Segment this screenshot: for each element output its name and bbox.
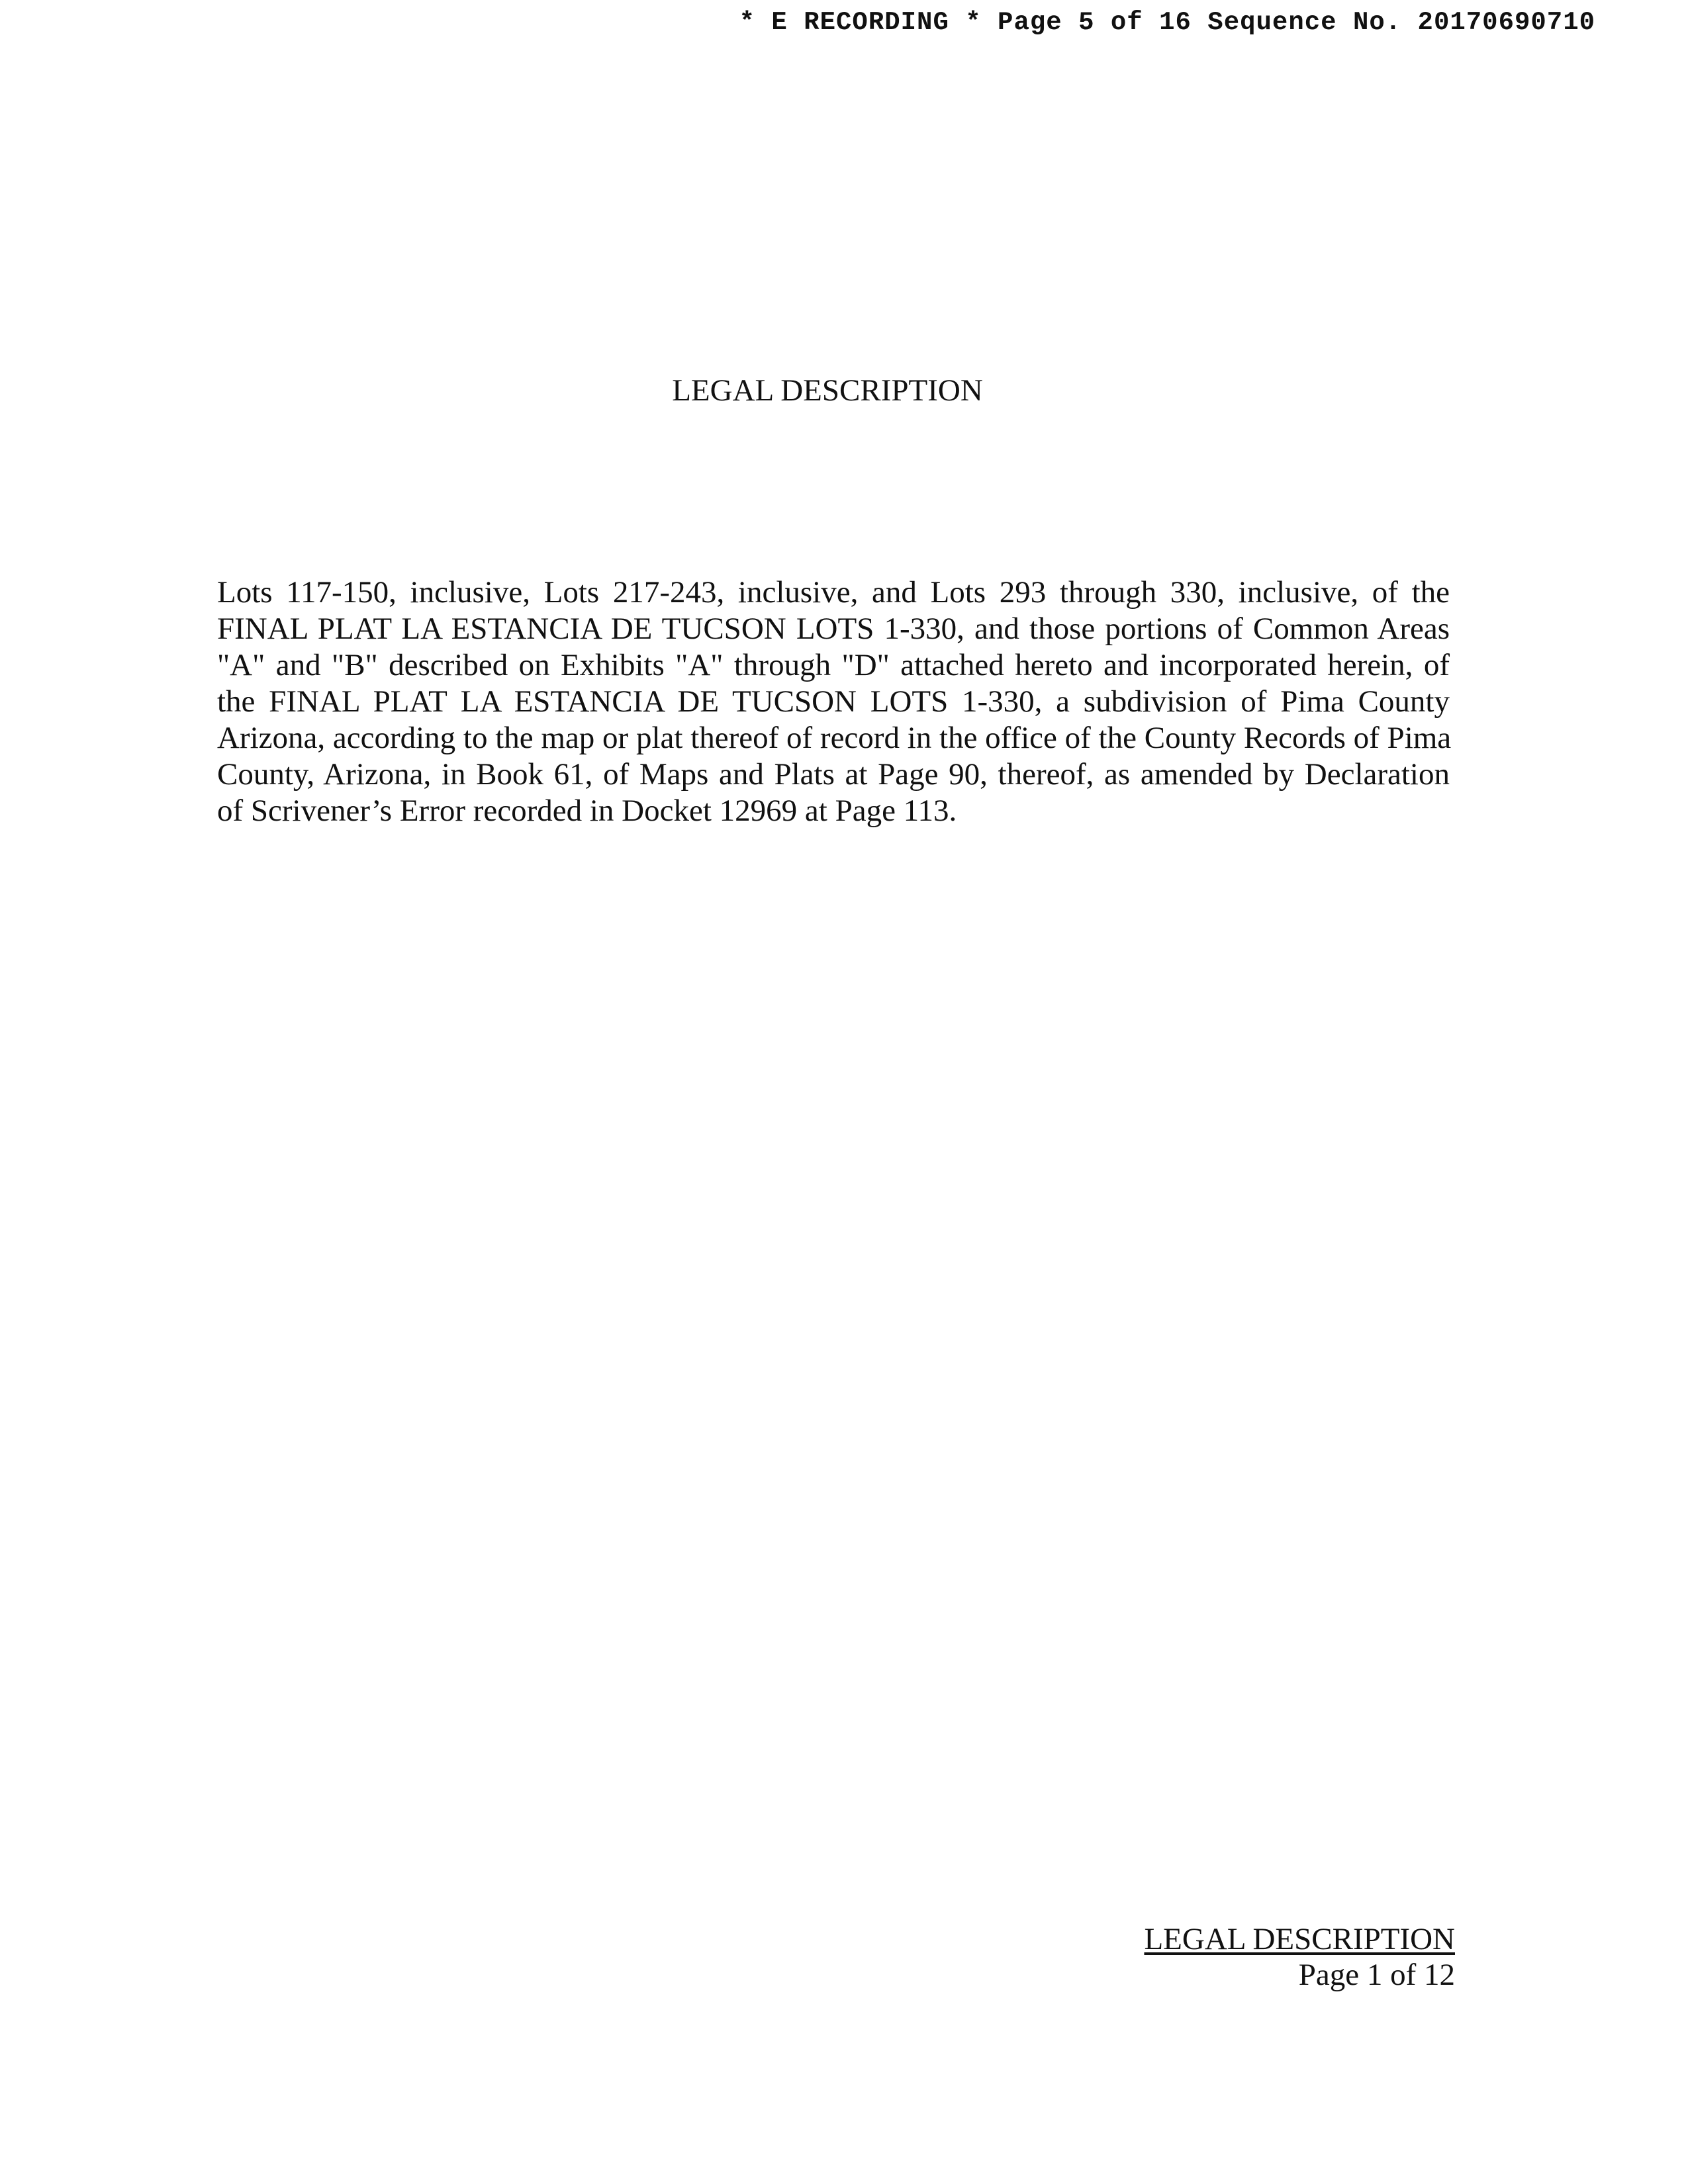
paragraph-line: of Scrivener’s Error recorded in Docket 12969 at Page 113. — [217, 794, 957, 828]
paragraph-line: County, Arizona, in Book 61, of Maps and Plats at Page 90, thereof, as amended by Declaration — [217, 757, 1450, 792]
paragraph-line: Lots 117-150, inclusive, Lots 217-243, inclusive, and Lots 293 through 330, inclusive, of the — [217, 575, 1450, 610]
paragraph-line: the FINAL PLAT LA ESTANCIA DE TUCSON LOTS 1-330, a subdivision of Pima County — [217, 684, 1450, 719]
document-title: LEGAL DESCRIPTION — [672, 373, 983, 408]
paragraph-line: FINAL PLAT LA ESTANCIA DE TUCSON LOTS 1-330, and those portions of Common Areas — [217, 612, 1450, 646]
page-footer — [1144, 1921, 1455, 1993]
paragraph-line: Arizona, according to the map or plat thereof of record in the office of the County Records of Pima — [217, 721, 1452, 755]
legal-description-paragraph — [217, 574, 1450, 829]
recording-header: * E RECORDING * Page 5 of 16 Sequence No. 20170690710 — [739, 8, 1595, 37]
paragraph-line: "A" and "B" described on Exhibits "A" through "D" attached hereto and incorporated herein, of — [217, 648, 1450, 682]
footer-page-number: Page 1 of 12 — [1298, 1958, 1455, 1992]
footer-title: LEGAL DESCRIPTION — [1144, 1922, 1455, 1956]
